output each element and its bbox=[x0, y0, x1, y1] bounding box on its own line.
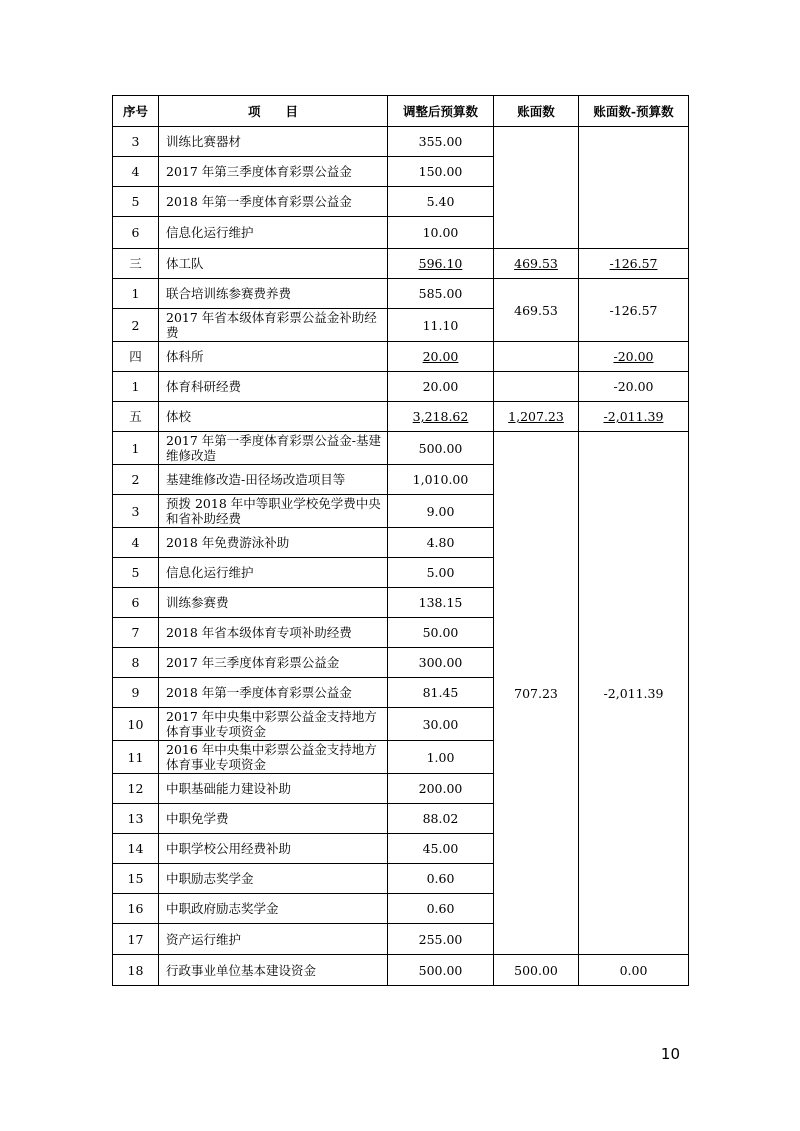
row-no: 2 bbox=[113, 309, 159, 342]
section-book: 469.53 bbox=[494, 249, 579, 279]
row-budget: 20.00 bbox=[388, 372, 494, 402]
table-row bbox=[113, 372, 689, 402]
section-budget: 3,218.62 bbox=[388, 402, 494, 432]
row-no: 4 bbox=[113, 157, 159, 187]
row-budget: 9.00 bbox=[388, 495, 494, 528]
row-no: 8 bbox=[113, 648, 159, 678]
row-book: 500.00 bbox=[494, 955, 579, 986]
row-no: 6 bbox=[113, 217, 159, 249]
header-budget: 调整后预算数 bbox=[388, 96, 494, 127]
row-item: 2018 年第一季度体育彩票公益金 bbox=[159, 678, 388, 708]
row-budget: 138.15 bbox=[388, 588, 494, 618]
row-no: 5 bbox=[113, 558, 159, 588]
section-item: 体工队 bbox=[159, 249, 388, 279]
row-book-merged bbox=[494, 127, 579, 249]
row-budget: 45.00 bbox=[388, 834, 494, 864]
section-book bbox=[494, 342, 579, 372]
header-no: 序号 bbox=[113, 96, 159, 127]
section-no: 三 bbox=[113, 249, 159, 279]
section-row bbox=[113, 249, 689, 279]
row-budget: 500.00 bbox=[388, 955, 494, 986]
header-item: 项 目 bbox=[159, 96, 388, 127]
section-book: 1,207.23 bbox=[494, 402, 579, 432]
row-no: 5 bbox=[113, 187, 159, 217]
row-no: 1 bbox=[113, 279, 159, 309]
section-item: 体科所 bbox=[159, 342, 388, 372]
row-no: 3 bbox=[113, 495, 159, 528]
section-diff: -126.57 bbox=[579, 249, 689, 279]
section-item: 体校 bbox=[159, 402, 388, 432]
row-budget: 150.00 bbox=[388, 157, 494, 187]
row-item: 训练参赛费 bbox=[159, 588, 388, 618]
row-item: 2017 年三季度体育彩票公益金 bbox=[159, 648, 388, 678]
row-no: 6 bbox=[113, 588, 159, 618]
row-budget: 10.00 bbox=[388, 217, 494, 249]
row-item: 中职免学费 bbox=[159, 804, 388, 834]
section-row bbox=[113, 402, 689, 432]
row-budget: 11.10 bbox=[388, 309, 494, 342]
row-item: 2017 年第一季度体育彩票公益金-基建维修改造 bbox=[159, 432, 388, 465]
row-no: 16 bbox=[113, 894, 159, 924]
row-budget: 81.45 bbox=[388, 678, 494, 708]
row-no: 9 bbox=[113, 678, 159, 708]
row-item: 信息化运行维护 bbox=[159, 217, 388, 249]
row-item: 2017 年省本级体育彩票公益金补助经费 bbox=[159, 309, 388, 342]
row-no: 1 bbox=[113, 372, 159, 402]
row-budget: 30.00 bbox=[388, 708, 494, 741]
row-item: 中职励志奖学金 bbox=[159, 864, 388, 894]
row-no: 7 bbox=[113, 618, 159, 648]
row-budget: 0.60 bbox=[388, 864, 494, 894]
row-item: 2017 年第三季度体育彩票公益金 bbox=[159, 157, 388, 187]
row-item: 2018 年省本级体育专项补助经费 bbox=[159, 618, 388, 648]
row-no: 14 bbox=[113, 834, 159, 864]
section-budget: 20.00 bbox=[388, 342, 494, 372]
row-no: 13 bbox=[113, 804, 159, 834]
section-budget: 596.10 bbox=[388, 249, 494, 279]
page-number: 10 bbox=[660, 1045, 680, 1063]
table-row bbox=[113, 279, 689, 309]
row-budget: 585.00 bbox=[388, 279, 494, 309]
row-budget: 500.00 bbox=[388, 432, 494, 465]
row-budget: 255.00 bbox=[388, 924, 494, 955]
row-item: 中职学校公用经费补助 bbox=[159, 834, 388, 864]
row-no: 4 bbox=[113, 528, 159, 558]
row-item: 2017 年中央集中彩票公益金支持地方体育事业专项资金 bbox=[159, 708, 388, 741]
row-no: 11 bbox=[113, 741, 159, 774]
row-item: 训练比赛器材 bbox=[159, 127, 388, 157]
row-budget: 355.00 bbox=[388, 127, 494, 157]
row-budget: 200.00 bbox=[388, 774, 494, 804]
row-no: 15 bbox=[113, 864, 159, 894]
row-item: 预拨 2018 年中等职业学校免学费中央和省补助经费 bbox=[159, 495, 388, 528]
row-item: 信息化运行维护 bbox=[159, 558, 388, 588]
table-row bbox=[113, 955, 689, 986]
row-item: 2018 年第一季度体育彩票公益金 bbox=[159, 187, 388, 217]
row-item: 基建维修改造-田径场改造项目等 bbox=[159, 465, 388, 495]
section-diff: -2,011.39 bbox=[579, 402, 689, 432]
row-item: 中职基础能力建设补助 bbox=[159, 774, 388, 804]
row-budget: 88.02 bbox=[388, 804, 494, 834]
row-diff-merged: -126.57 bbox=[579, 279, 689, 342]
budget-table bbox=[112, 95, 689, 986]
row-budget: 0.60 bbox=[388, 894, 494, 924]
section-row bbox=[113, 342, 689, 372]
row-diff-merged: -2,011.39 bbox=[579, 432, 689, 955]
row-book-merged: 469.53 bbox=[494, 279, 579, 342]
row-budget: 4.80 bbox=[388, 528, 494, 558]
section-diff: -20.00 bbox=[579, 342, 689, 372]
row-no: 17 bbox=[113, 924, 159, 955]
header-diff: 账面数-预算数 bbox=[579, 96, 689, 127]
row-book-merged: 707.23 bbox=[494, 432, 579, 955]
row-item: 体育科研经费 bbox=[159, 372, 388, 402]
row-item: 2018 年免费游泳补助 bbox=[159, 528, 388, 558]
row-diff-merged bbox=[579, 127, 689, 249]
row-budget: 5.40 bbox=[388, 187, 494, 217]
row-book bbox=[494, 372, 579, 402]
row-budget: 5.00 bbox=[388, 558, 494, 588]
row-item: 中职政府励志奖学金 bbox=[159, 894, 388, 924]
row-no: 18 bbox=[113, 955, 159, 986]
section-no: 五 bbox=[113, 402, 159, 432]
row-budget: 300.00 bbox=[388, 648, 494, 678]
row-budget: 1,010.00 bbox=[388, 465, 494, 495]
table-row bbox=[113, 127, 689, 157]
row-item: 行政事业单位基本建设资金 bbox=[159, 955, 388, 986]
row-no: 2 bbox=[113, 465, 159, 495]
row-item: 联合培训练参赛费养费 bbox=[159, 279, 388, 309]
row-item: 资产运行维护 bbox=[159, 924, 388, 955]
row-budget: 1.00 bbox=[388, 741, 494, 774]
row-no: 1 bbox=[113, 432, 159, 465]
row-budget: 50.00 bbox=[388, 618, 494, 648]
row-item: 2016 年中央集中彩票公益金支持地方体育事业专项资金 bbox=[159, 741, 388, 774]
table-row bbox=[113, 432, 689, 465]
section-no: 四 bbox=[113, 342, 159, 372]
row-diff: 0.00 bbox=[579, 955, 689, 986]
row-no: 3 bbox=[113, 127, 159, 157]
row-no: 12 bbox=[113, 774, 159, 804]
table-header-row bbox=[113, 96, 689, 127]
row-no: 10 bbox=[113, 708, 159, 741]
header-book: 账面数 bbox=[494, 96, 579, 127]
row-diff: -20.00 bbox=[579, 372, 689, 402]
